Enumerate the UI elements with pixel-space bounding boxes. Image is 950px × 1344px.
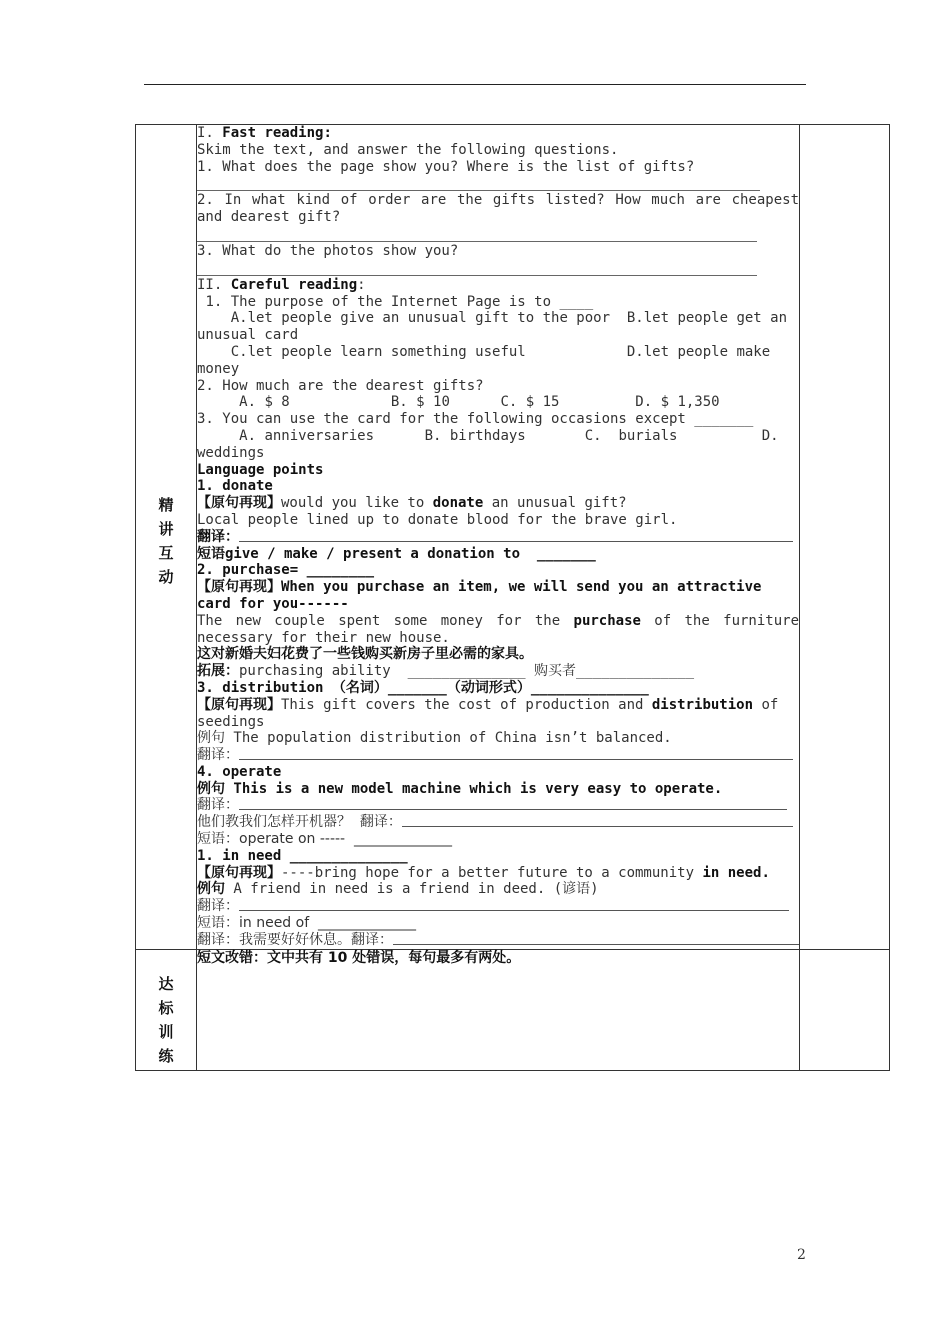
origin-keyword: in need. — [702, 864, 770, 881]
extension-label: 拓展： — [197, 663, 239, 680]
point-operate-example: 例句 This is a new model machine which is very easy to operate. — [197, 780, 723, 797]
side-label-training — [136, 949, 197, 1070]
careful-reading-q2-options: A. $ 8 B. $ 10 C. $ 15 D. $ 1,350 — [197, 394, 720, 411]
phrase-label: 短语 — [197, 545, 225, 562]
point-donate-title: 1. donate — [197, 478, 273, 495]
careful-reading-q2: 2. How much are the dearest gifts? — [197, 377, 484, 394]
careful-reading-q1-options-ab-cont: unusual card — [197, 327, 299, 344]
origin-text: would you like to — [281, 495, 433, 512]
section-number: II. — [197, 276, 223, 293]
origin-keyword: distribution — [651, 696, 754, 713]
side-char: 标 — [158, 998, 174, 1017]
point-donate-phrase: give / make / present a donation to _______ — [225, 545, 596, 562]
answer-line[interactable] — [402, 814, 793, 827]
fast-reading-q2-cont: and dearest gift? — [197, 209, 341, 226]
point-operate-question: 他们教我们怎样开机器？ 翻译： — [197, 814, 402, 831]
careful-reading-q1-options-ab: A.let people give an unusual gift to the poor B.let people get an — [197, 310, 788, 327]
example-text: of the furniture — [640, 612, 799, 629]
example-label: 例句 — [197, 881, 225, 898]
point-distribution-example: 例句 The population distribution of China isn’t balanced. — [197, 730, 672, 747]
fast-reading-instruction: Skim the text, and answer the following questions. — [197, 141, 619, 158]
answer-line[interactable] — [239, 747, 793, 760]
answer-line[interactable] — [197, 261, 757, 276]
point-in-need-title: 1. in need ______________ — [197, 847, 408, 864]
careful-reading-q1-options-cd-cont: money — [197, 360, 240, 377]
point-in-need-phrase: 短语：in need of ______________ — [197, 915, 417, 932]
side-char: 讲 — [158, 520, 174, 538]
point-donate-example: Local people lined up to donate blood for the brave girl. — [197, 511, 678, 528]
careful-reading-q3: 3. You can use the card for the following occasions except _______ — [197, 411, 754, 428]
example-keyword: purchase — [573, 612, 641, 629]
translate-label: 翻译： — [197, 528, 239, 545]
point-purchase-title: 2. purchase= ________ — [197, 562, 375, 579]
careful-reading-heading: Careful reading — [230, 276, 358, 293]
answer-line[interactable] — [239, 529, 793, 542]
answer-line[interactable] — [393, 932, 799, 945]
origin-label: 【原句再现】 — [197, 864, 281, 881]
point-purchase-cn: 这对新婚夫妇花费了一些钱购买新房子里必需的家具。 — [197, 646, 533, 663]
answer-line[interactable] — [197, 176, 760, 191]
side-label-interactive — [136, 125, 197, 950]
side-char: 互 — [158, 544, 174, 562]
origin-text-cont: card for you------ — [197, 595, 349, 612]
point-in-need-example: A friend in need is a friend in deed. (谚语) — [225, 881, 599, 898]
language-points-heading: Language points — [197, 461, 324, 478]
origin-text: When you purchase an item, we will send you an attractive — [281, 579, 762, 596]
answer-line[interactable] — [239, 797, 787, 810]
point-purchase-extension: purchasing ability ______________ 购买者______________ — [239, 663, 695, 680]
side-char: 精 — [158, 496, 174, 514]
notes-column-training — [800, 949, 890, 1070]
page-number: 2 — [797, 1247, 806, 1263]
careful-reading-q1-options-cd: C.let people learn something useful D.let people make — [197, 343, 771, 360]
translate-label: 翻译： — [197, 797, 239, 814]
point-in-need-translate: 翻译：我需要好好休息。翻译： — [197, 931, 393, 948]
side-char: 训 — [158, 1022, 174, 1041]
origin-text: This gift covers the cost of production and — [281, 696, 652, 713]
origin-keyword: donate — [432, 495, 484, 512]
careful-reading-q3-options-cont: weddings — [197, 444, 265, 461]
fast-reading-q1: 1. What does the page show you? Where is the list of gifts? — [197, 158, 695, 175]
origin-text: ----bring hope for a better future to a community — [281, 864, 703, 881]
side-char: 达 — [158, 974, 174, 993]
answer-line[interactable] — [197, 227, 757, 242]
origin-label: 【原句再现】 — [197, 495, 281, 512]
side-char: 练 — [158, 1046, 174, 1065]
careful-reading-q3-options: A. anniversaries B. birthdays C. burials D. — [197, 427, 779, 444]
origin-text: an unusual gift? — [483, 495, 627, 512]
lesson-content — [197, 125, 800, 950]
translate-label: 翻译： — [197, 747, 239, 764]
fast-reading-q3: 3. What do the photos show you? — [197, 242, 459, 259]
side-char: 动 — [158, 568, 174, 586]
heading-colon: : — [357, 276, 366, 293]
example-text: The new couple spent some money for the — [197, 612, 574, 629]
origin-text: of — [753, 696, 779, 713]
error-correction-instruction: 短文改错：文中共有 10 处错误，每句最多有两处。 — [197, 949, 521, 966]
origin-text-cont: seedings — [197, 713, 265, 730]
point-operate-phrase: 短语：operate on ----- ______________ — [197, 831, 453, 848]
lesson-table — [135, 124, 890, 1071]
example-text-cont: necessary for their new house. — [197, 629, 450, 646]
careful-reading-q1: 1. The purpose of the Internet Page is to ____ — [197, 293, 594, 310]
training-content — [197, 949, 800, 1070]
notes-column — [800, 125, 890, 950]
fast-reading-q2: 2. In what kind of order are the gifts listed? How much are cheapest — [197, 192, 799, 209]
origin-label: 【原句再现】 — [197, 696, 281, 713]
answer-line[interactable] — [239, 898, 789, 911]
translate-label: 翻译： — [197, 898, 239, 915]
fast-reading-heading: Fast reading: — [222, 125, 332, 141]
point-distribution-title: 3. distribution （名词）_______（动词形式）______________ — [197, 679, 649, 696]
section-number: I. — [197, 125, 214, 141]
point-operate-title: 4. operate — [197, 763, 282, 780]
header-rule — [144, 84, 806, 85]
origin-label: 【原句再现】 — [197, 579, 281, 596]
